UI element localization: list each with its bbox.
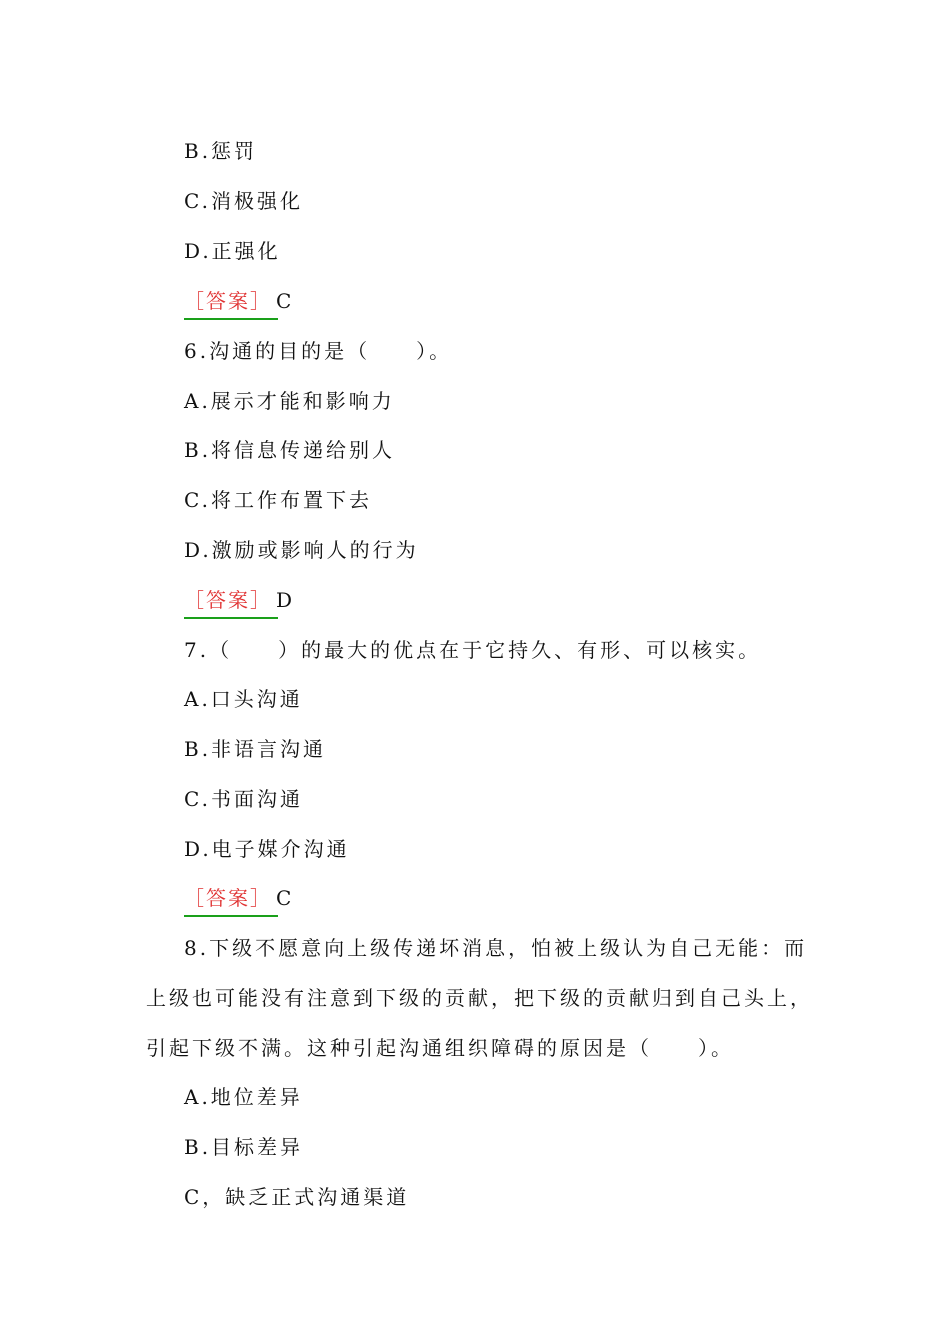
answer-value: C <box>276 886 294 910</box>
q7-option-a: A.口头沟通 <box>184 687 303 711</box>
q7-answer <box>184 884 293 914</box>
q6-answer <box>184 586 294 616</box>
q8-question-line-2: 上级也可能没有注意到下级的贡献，把下级的贡献归到自己头上， <box>146 986 813 1010</box>
q6-option-d: D.激励或影响人的行为 <box>184 538 419 562</box>
q6-question: 6.沟通的目的是（ ）。 <box>184 339 453 363</box>
q5-option-d: D.正强化 <box>184 239 281 263</box>
answer-tag: ［答案］ <box>184 586 272 616</box>
q5-option-b: B.惩罚 <box>184 139 258 163</box>
q6-option-c: C.将工作布置下去 <box>184 488 372 512</box>
q7-question: 7.（ ）的最大的优点在于它持久、有形、可以核实。 <box>184 638 762 662</box>
q8-question-line-3: 引起下级不满。这种引起沟通组织障碍的原因是（ ）。 <box>146 1036 734 1060</box>
q8-question-line-1: 8.下级不愿意向上级传递坏消息，怕被上级认为自己无能：而 <box>184 936 808 960</box>
q5-option-c: C.消极强化 <box>184 189 303 213</box>
answer-value: C <box>276 289 294 313</box>
q7-option-d: D.电子媒介沟通 <box>184 837 350 861</box>
q6-option-a: A.展示才能和影响力 <box>184 389 395 413</box>
answer-value: D <box>276 588 295 612</box>
answer-tag: ［答案］ <box>184 884 272 914</box>
q8-option-b: B.目标差异 <box>184 1135 304 1159</box>
q7-option-c: C.书面沟通 <box>184 787 303 811</box>
answer-tag: ［答案］ <box>184 287 272 317</box>
q8-option-c: C，缺乏正式沟通渠道 <box>184 1185 410 1209</box>
q8-option-a: A.地位差异 <box>184 1085 303 1109</box>
q5-answer <box>184 287 293 317</box>
q7-option-b: B.非语言沟通 <box>184 737 327 761</box>
q6-option-b: B.将信息传递给别人 <box>184 438 396 462</box>
